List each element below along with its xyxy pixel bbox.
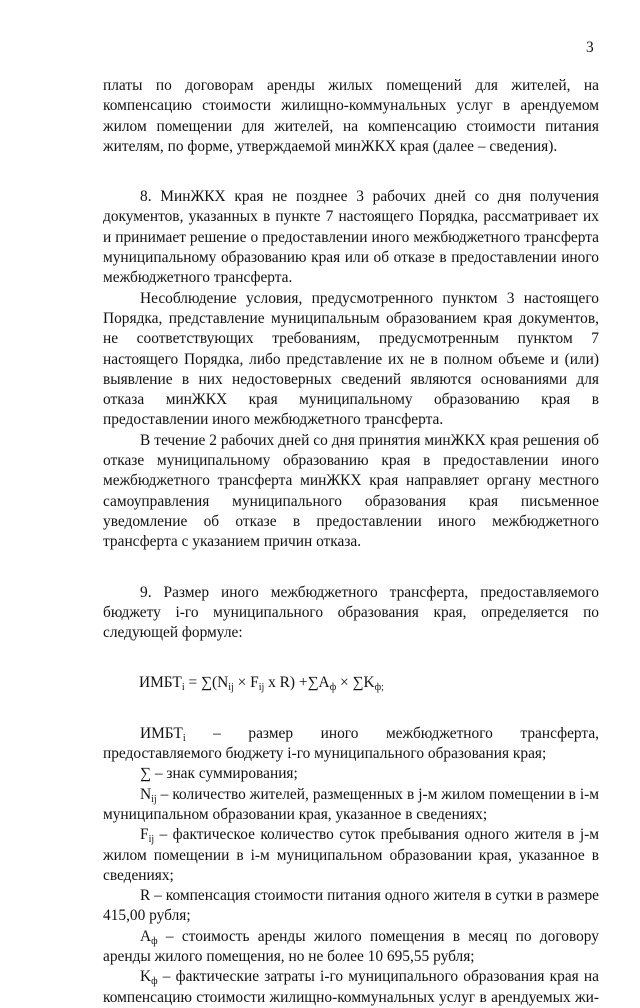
definition-n: $N_{ij}$ – количество жителей, размещенных в j-м жилом помещении в i-м муниципальном образовании края, указанное в сведениях; bbox=[103, 785, 599, 823]
definition-sum: ∑ – знак суммирования; bbox=[140, 765, 298, 783]
paragraph-8: 8. МинЖКХ края не позднее 3 рабочих дней со дня получения документов, указанных в пункте 7 настоящего Порядка, рассматривает их и принимает решение о предоставлении иного межбюджетного трансферта муниципальному образованию края или об отказе в предоставлении иного межбюджетного трансферта. bbox=[103, 188, 599, 287]
definition-r: R – компенсация стоимости питания одного жителя в сутки в размере 415,00 рубля; bbox=[103, 887, 599, 925]
paragraph-8-refusal-grounds: Несоблюдение условия, предусмотренного пунктом 3 настоящего Порядка, представление муниципальным образованием края документов, не соответствующих требованиям, предусмотренным пунктом 7 настоящего Порядка, либо представление их не в полном объеме и (или) выявление в них недостоверных сведений являются основаниями для отказа минЖКХ края муниципальному образованию края в предоставлении иного межбюджетного трансферта. bbox=[103, 289, 599, 429]
page-number: 3 bbox=[586, 39, 594, 56]
definition-a: $A_ф$ – стоимость аренды жилого помещения в месяц по договору аренды жилого помещения, но не более 10 695,55 рубля; bbox=[103, 927, 599, 965]
paragraph-8-notification: В течение 2 рабочих дней со дня принятия минЖКХ края решения об отказе муниципальному образованию края в предоставлении иного межбюджетного трансферта минЖКХ края направляет органу местного самоуправления муниципального образования края письменное уведомление об отказе в предоставлении иного межбюджетного трансферта с указанием причин отказа. bbox=[103, 431, 599, 551]
document-body bbox=[103, 76, 599, 1008]
definition-k: $K_ф$ – фактические затраты i-го муниципального образования края на компенсацию стоимости жилищно-коммунальных услуг в арендуемых жи- bbox=[103, 968, 599, 1006]
paragraph-9: 9. Размер иного межбюджетного трансферта, предоставляемого бюджету i-го муниципального образования края, определяется по следующей формуле: bbox=[103, 583, 599, 642]
definition-imbt: $ИМБТ_i$ – размер иного межбюджетного трансферта, предоставляемого бюджету i-го муниципального образования края; bbox=[103, 724, 599, 763]
transfer-formula: $ИМБТ_i = \sum(N_{ij} \times F_{ij}$ x $R) +\sum A_ф \times \sum K_{ф;}$ bbox=[139, 674, 384, 694]
paragraph-continuation: платы по договорам аренды жилых помещений для жителей, на компенсацию стоимости жилищно-коммунальных услуг в арендуемом жилом помещении для жителей, на компенсацию стоимости питания жителям, по форме, утверждаемой минЖКХ края (далее – сведения). bbox=[103, 77, 599, 155]
definition-f: $F_{ij}$ – фактическое количество суток пребывания одного жителя в j-м жилом помещении в i-м муниципальном образовании края, указанное в сведениях; bbox=[103, 826, 599, 884]
